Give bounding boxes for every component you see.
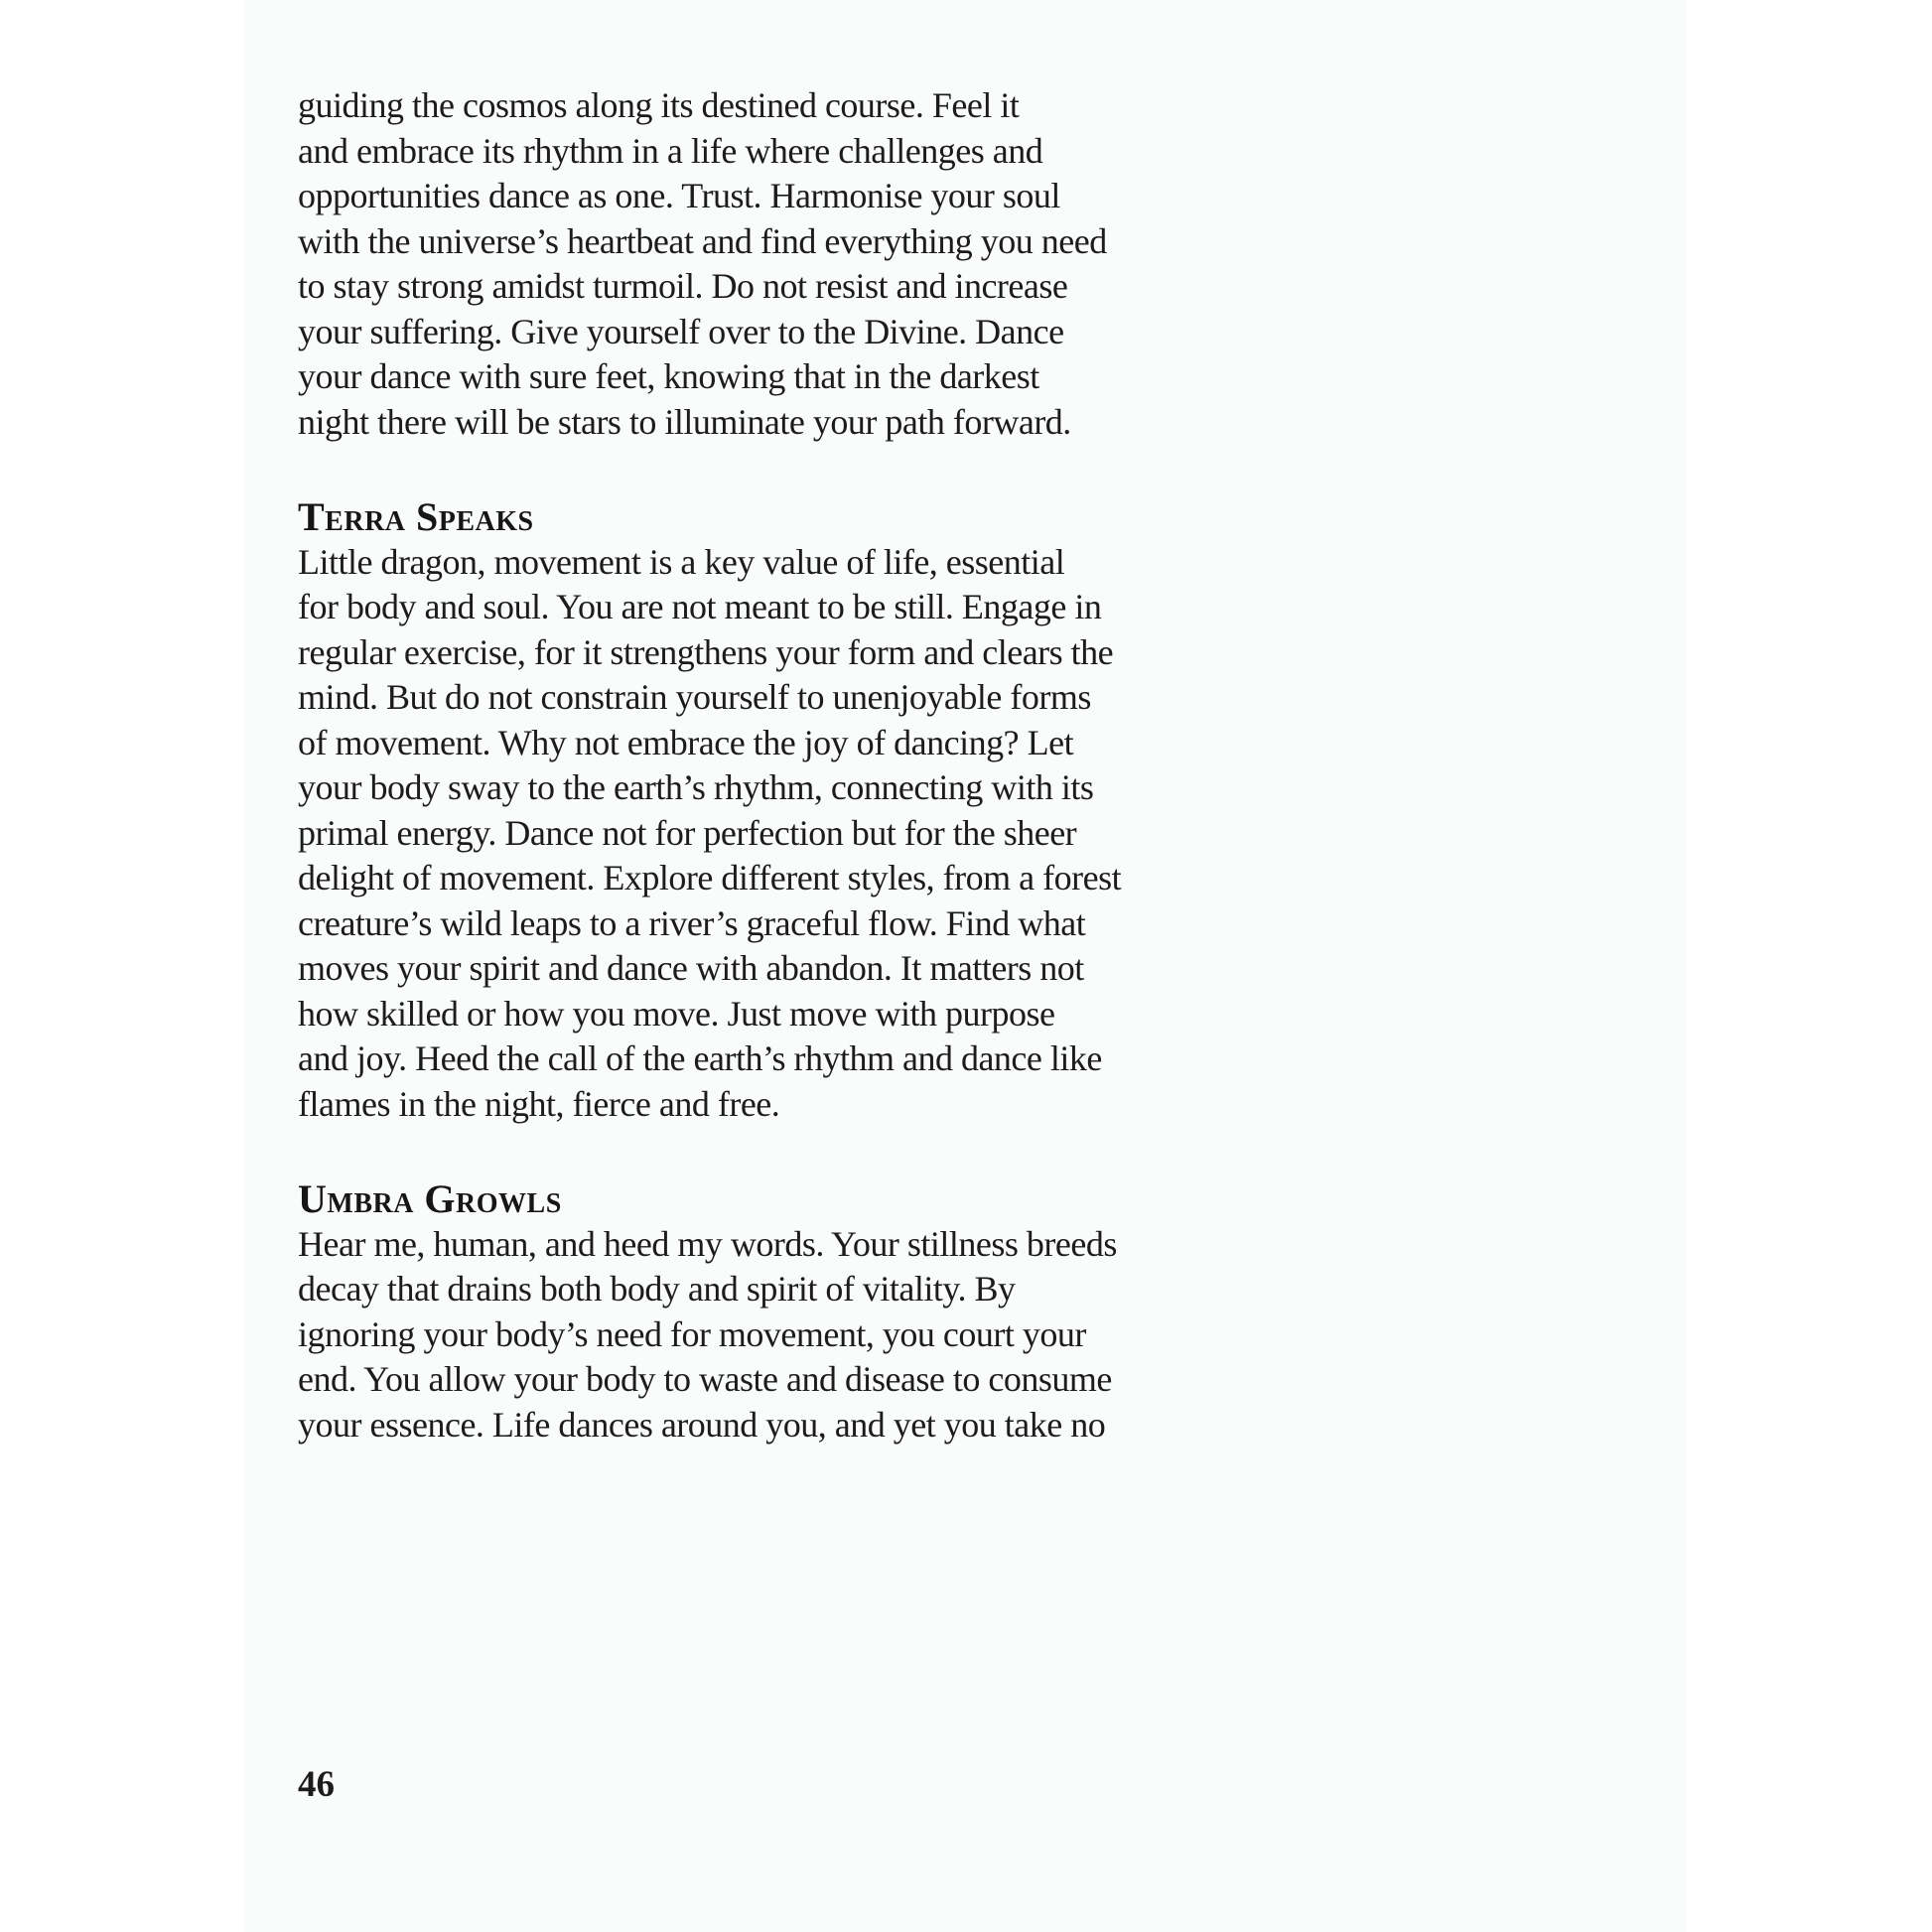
text-line: with the universe’s heartbeat and find everything you need xyxy=(298,220,1107,261)
text-block xyxy=(298,83,1350,1448)
text-line: for body and soul. You are not meant to be still. Engage in xyxy=(298,587,1102,626)
paragraph-umbra xyxy=(298,1222,1350,1449)
text-line: decay that drains both body and spirit of vitality. By xyxy=(298,1269,1016,1309)
text-line: your body sway to the earth’s rhythm, connecting with its xyxy=(298,767,1094,807)
text-line: your suffering. Give yourself over to the Divine. Dance xyxy=(298,311,1064,351)
text-line: your dance with sure feet, knowing that in the darkest xyxy=(298,356,1039,396)
text-line: opportunities dance as one. Trust. Harmonise your soul xyxy=(298,176,1060,215)
text-line: how skilled or how you move. Just move with purpose xyxy=(298,993,1055,1034)
paragraph-intro xyxy=(298,83,1350,445)
text-line: delight of movement. Explore different styles, from a forest xyxy=(298,858,1122,897)
heading-terra-speaks: Terra Speaks xyxy=(298,494,534,539)
page-number: 46 xyxy=(298,1764,335,1805)
text-line: mind. But do not constrain yourself to unenjoyable forms xyxy=(298,677,1091,717)
text-line: Little dragon, movement is a key value of life, essential xyxy=(298,541,1065,582)
text-line: night there will be stars to illuminate your path forward. xyxy=(298,401,1071,442)
text-line: to stay strong amidst turmoil. Do not resist and increase xyxy=(298,266,1068,306)
text-line: primal energy. Dance not for perfection but for the sheer xyxy=(298,812,1077,853)
paragraph-terra xyxy=(298,540,1350,1128)
text-line: your essence. Life dances around you, and yet you take no xyxy=(298,1404,1106,1445)
text-line: end. You allow your body to waste and disease to consume xyxy=(298,1359,1112,1399)
text-line: moves your spirit and dance with abandon. It matters not xyxy=(298,948,1084,988)
text-line: guiding the cosmos along its destined course. Feel it xyxy=(298,85,1020,125)
text-line: ignoring your body’s need for movement, you court your xyxy=(298,1313,1086,1354)
text-line: of movement. Why not embrace the joy of dancing? Let xyxy=(298,722,1074,762)
text-line: creature’s wild leaps to a river’s graceful flow. Find what xyxy=(298,902,1086,943)
text-line: and joy. Heed the call of the earth’s rhythm and dance like xyxy=(298,1038,1102,1078)
heading-umbra-growls: Umbra Growls xyxy=(298,1176,562,1221)
text-line: flames in the night, fierce and free. xyxy=(298,1083,780,1124)
page xyxy=(244,0,1687,1932)
text-line: Hear me, human, and heed my words. Your stillness breeds xyxy=(298,1223,1117,1264)
text-line: regular exercise, for it strengthens your form and clears the xyxy=(298,631,1114,672)
text-line: and embrace its rhythm in a life where challenges and xyxy=(298,130,1043,171)
